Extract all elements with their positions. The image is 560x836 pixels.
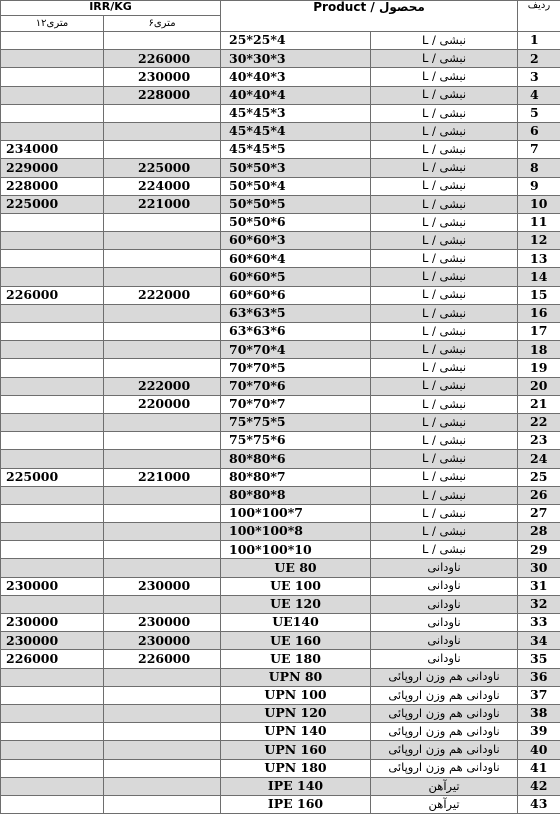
table-body [1,32,560,814]
product-spec-cell: 45*45*5 [221,141,371,159]
price-6m-cell: 222000 [104,286,221,304]
price-12m-cell: 230000 [1,632,104,650]
row-number-cell: 36 [518,668,560,686]
price-12m-cell [1,122,104,140]
table-row [1,104,560,122]
row-number-cell: 20 [518,377,560,395]
product-spec-cell: 100*100*8 [221,523,371,541]
row-number-cell: 38 [518,704,560,722]
product-spec-cell: 40*40*4 [221,86,371,104]
price-12m-cell [1,504,104,522]
product-name-cell: نبشی / L [371,450,518,468]
table-row [1,122,560,140]
table-row [1,195,560,213]
row-number-cell: 42 [518,777,560,795]
table-row [1,323,560,341]
price-6m-cell [104,304,221,322]
table-row [1,159,560,177]
product-name-cell: ناودانی [371,614,518,632]
product-spec-cell: 60*60*4 [221,250,371,268]
price-12m-cell [1,686,104,704]
product-spec-cell: UPN 140 [221,723,371,741]
product-spec-cell: IPE 160 [221,795,371,813]
product-name-cell: نبشی / L [371,468,518,486]
product-spec-cell: 63*63*6 [221,323,371,341]
price-6m-cell [104,122,221,140]
table-row [1,504,560,522]
price-12m-cell: 229000 [1,159,104,177]
product-name-cell: نبشی / L [371,250,518,268]
price-12m-cell [1,32,104,50]
product-spec-cell: IPE 140 [221,777,371,795]
price-6m-cell [104,432,221,450]
row-number-cell: 7 [518,141,560,159]
price-12m-cell: 234000 [1,141,104,159]
price-12m-cell [1,50,104,68]
product-name-cell: نبشی / L [371,323,518,341]
price-12m-cell: 230000 [1,577,104,595]
product-name-cell: نبشی / L [371,304,518,322]
price-12m-cell [1,541,104,559]
product-name-cell: نبشی / L [371,50,518,68]
table-row [1,577,560,595]
row-number-cell: 34 [518,632,560,650]
row-number-cell: 37 [518,686,560,704]
price-12m-cell [1,304,104,322]
product-name-cell: نبشی / L [371,432,518,450]
price-6m-cell [104,450,221,468]
price-6m-cell: 221000 [104,468,221,486]
table-row [1,286,560,304]
table-row [1,777,560,795]
product-name-cell: نبشی / L [371,523,518,541]
table-row [1,232,560,250]
product-name-cell: نبشی / L [371,104,518,122]
product-spec-cell: 70*70*7 [221,395,371,413]
price-6m-cell: 230000 [104,632,221,650]
row-number-cell: 4 [518,86,560,104]
product-spec-cell: UPN 160 [221,741,371,759]
table-row [1,468,560,486]
table-row [1,213,560,231]
price-12m-cell [1,432,104,450]
product-name-cell: نبشی / L [371,486,518,504]
table-row [1,395,560,413]
product-spec-cell: 75*75*5 [221,413,371,431]
table-row [1,141,560,159]
table-header [1,1,560,32]
product-name-cell: نبشی / L [371,213,518,231]
table-row [1,668,560,686]
price-12m-cell [1,668,104,686]
row-number-cell: 26 [518,486,560,504]
product-name-cell: ناودانی هم وزن اروپائی [371,723,518,741]
product-name-cell: ناودانی هم وزن اروپائی [371,741,518,759]
price-6m-cell [104,523,221,541]
product-spec-cell: UPN 120 [221,704,371,722]
price-12m-cell [1,559,104,577]
row-number-cell: 33 [518,614,560,632]
product-name-cell: نبشی / L [371,195,518,213]
price-12m-cell [1,741,104,759]
price-12m-cell [1,213,104,231]
product-spec-cell: 25*25*4 [221,32,371,50]
row-number-cell: 32 [518,595,560,613]
price-12m-cell [1,777,104,795]
table-row [1,541,560,559]
product-spec-cell: 30*30*3 [221,50,371,68]
product-spec-cell: 50*50*5 [221,195,371,213]
product-name-cell: ناودانی هم وزن اروپائی [371,668,518,686]
product-name-cell: نبشی / L [371,541,518,559]
table-row [1,614,560,632]
product-spec-cell: 45*45*3 [221,104,371,122]
row-number-cell: 6 [518,122,560,140]
price-6m-cell: 225000 [104,159,221,177]
product-name-cell: ناودانی [371,632,518,650]
row-number-cell: 11 [518,213,560,231]
price-6m-cell [104,213,221,231]
product-spec-cell: 75*75*6 [221,432,371,450]
price-12m-cell [1,359,104,377]
price-12m-cell [1,723,104,741]
table-row [1,68,560,86]
table-row [1,795,560,813]
price-6m-cell: 220000 [104,395,221,413]
row-number-cell: 43 [518,795,560,813]
row-number-cell: 25 [518,468,560,486]
product-name-cell: نبشی / L [371,286,518,304]
product-name-cell: نبشی / L [371,159,518,177]
price-6m-cell [104,341,221,359]
product-spec-cell: UPN 100 [221,686,371,704]
product-name-cell: ناودانی هم وزن اروپائی [371,759,518,777]
row-number-cell: 22 [518,413,560,431]
price-6m-cell [104,686,221,704]
product-name-cell: نبشی / L [371,86,518,104]
row-number-cell: 15 [518,286,560,304]
product-spec-cell: UE 160 [221,632,371,650]
row-number-cell: 18 [518,341,560,359]
price-12m-cell: 226000 [1,286,104,304]
product-spec-cell: UE 100 [221,577,371,595]
product-name-cell: نبشی / L [371,395,518,413]
price-12m-cell [1,795,104,813]
row-number-cell: 39 [518,723,560,741]
price-12m-cell [1,232,104,250]
price-12m-cell [1,323,104,341]
price-6m-cell [104,723,221,741]
table-row [1,432,560,450]
row-number-cell: 10 [518,195,560,213]
price-6m-cell [104,323,221,341]
price-12m-cell [1,595,104,613]
product-spec-cell: 40*40*3 [221,68,371,86]
price-6m-cell [104,32,221,50]
price-6m-cell [104,104,221,122]
price-6m-cell [104,232,221,250]
row-number-cell: 31 [518,577,560,595]
price-12m-cell [1,523,104,541]
product-spec-cell: 50*50*3 [221,159,371,177]
table-row [1,250,560,268]
product-spec-cell: 80*80*7 [221,468,371,486]
row-number-cell: 5 [518,104,560,122]
product-spec-cell: UPN 180 [221,759,371,777]
table-row [1,650,560,668]
product-spec-cell: UE 180 [221,650,371,668]
product-spec-cell: 70*70*4 [221,341,371,359]
product-spec-cell: UE 80 [221,559,371,577]
table-row [1,268,560,286]
product-name-cell: نبشی / L [371,122,518,140]
row-number-cell: 21 [518,395,560,413]
row-number-cell: 12 [518,232,560,250]
price-6m-cell: 224000 [104,177,221,195]
product-name-cell: ناودانی هم وزن اروپائی [371,704,518,722]
price-12m-cell: 225000 [1,468,104,486]
table-row [1,559,560,577]
product-name-cell: نبشی / L [371,177,518,195]
product-name-cell: نبشی / L [371,504,518,522]
row-number-header: ردیف [518,1,560,32]
price-12m-header: ۱۲متری [1,16,104,32]
price-12m-cell: 230000 [1,614,104,632]
product-spec-cell: 100*100*10 [221,541,371,559]
product-spec-cell: 70*70*5 [221,359,371,377]
row-number-cell: 24 [518,450,560,468]
table-row [1,86,560,104]
price-6m-cell [104,668,221,686]
row-number-cell: 27 [518,504,560,522]
product-spec-cell: 60*60*5 [221,268,371,286]
product-spec-cell: 60*60*3 [221,232,371,250]
table-row [1,377,560,395]
price-6m-cell: 230000 [104,577,221,595]
table-row [1,32,560,50]
price-6m-cell [104,795,221,813]
row-number-cell: 30 [518,559,560,577]
price-6m-cell: 230000 [104,68,221,86]
product-spec-cell: 60*60*6 [221,286,371,304]
row-number-cell: 2 [518,50,560,68]
price-6m-cell [104,268,221,286]
price-6m-cell [104,559,221,577]
price-12m-cell: 228000 [1,177,104,195]
product-header: Product / محصول [221,1,518,32]
product-spec-cell: UE 120 [221,595,371,613]
price-6m-cell [104,704,221,722]
price-6m-cell [104,541,221,559]
price-6m-cell [104,759,221,777]
product-name-cell: ناودانی [371,595,518,613]
price-6m-header: ۶متری [104,16,221,32]
row-number-cell: 40 [518,741,560,759]
price-6m-cell [104,595,221,613]
price-6m-cell: 222000 [104,377,221,395]
table-row [1,486,560,504]
row-number-cell: 17 [518,323,560,341]
price-6m-cell: 221000 [104,195,221,213]
row-number-cell: 13 [518,250,560,268]
row-number-cell: 14 [518,268,560,286]
price-12m-cell [1,759,104,777]
row-number-cell: 29 [518,541,560,559]
product-name-cell: ناودانی [371,559,518,577]
product-spec-cell: 80*80*6 [221,450,371,468]
product-name-cell: نبشی / L [371,359,518,377]
table-row [1,523,560,541]
row-number-cell: 1 [518,32,560,50]
price-6m-cell [104,359,221,377]
price-6m-cell [104,250,221,268]
table-row [1,686,560,704]
price-12m-cell [1,104,104,122]
table-row [1,359,560,377]
product-name-cell: ناودانی [371,577,518,595]
price-12m-cell [1,268,104,286]
product-spec-cell: 50*50*4 [221,177,371,195]
product-name-cell: نبشی / L [371,268,518,286]
product-name-cell: نبشی / L [371,68,518,86]
product-name-cell: نبشی / L [371,232,518,250]
price-12m-cell [1,377,104,395]
price-12m-cell [1,68,104,86]
price-6m-cell: 226000 [104,50,221,68]
row-number-cell: 8 [518,159,560,177]
price-6m-cell [104,504,221,522]
product-spec-cell: 50*50*6 [221,213,371,231]
product-name-cell: تیرآهن [371,795,518,813]
price-12m-cell [1,86,104,104]
row-number-cell: 19 [518,359,560,377]
row-number-cell: 41 [518,759,560,777]
product-name-cell: ناودانی هم وزن اروپائی [371,686,518,704]
product-name-cell: نبشی / L [371,413,518,431]
table-row [1,450,560,468]
table-row [1,595,560,613]
product-name-cell: نبشی / L [371,341,518,359]
row-number-cell: 28 [518,523,560,541]
price-12m-cell: 226000 [1,650,104,668]
product-spec-cell: 70*70*6 [221,377,371,395]
table-row [1,341,560,359]
table-row [1,177,560,195]
row-number-cell: 23 [518,432,560,450]
price-12m-cell: 225000 [1,195,104,213]
product-name-cell: ناودانی [371,650,518,668]
product-spec-cell: 63*63*5 [221,304,371,322]
product-spec-cell: UPN 80 [221,668,371,686]
table-row [1,741,560,759]
product-spec-cell: 100*100*7 [221,504,371,522]
price-12m-cell [1,250,104,268]
table-row [1,704,560,722]
product-name-cell: تیرآهن [371,777,518,795]
price-6m-cell [104,486,221,504]
price-6m-cell: 228000 [104,86,221,104]
table-row [1,632,560,650]
price-12m-cell [1,704,104,722]
price-6m-cell: 226000 [104,650,221,668]
product-spec-cell: 45*45*4 [221,122,371,140]
row-number-cell: 9 [518,177,560,195]
currency-unit-header: IRR/KG [1,1,221,16]
product-name-cell: نبشی / L [371,141,518,159]
table-row [1,759,560,777]
price-12m-cell [1,341,104,359]
price-6m-cell [104,741,221,759]
price-6m-cell [104,777,221,795]
product-name-cell: نبشی / L [371,377,518,395]
table-row [1,413,560,431]
price-12m-cell [1,450,104,468]
price-12m-cell [1,395,104,413]
price-6m-cell: 230000 [104,614,221,632]
price-6m-cell [104,413,221,431]
product-spec-cell: 80*80*8 [221,486,371,504]
price-6m-cell [104,141,221,159]
price-12m-cell [1,413,104,431]
product-spec-cell: UE140 [221,614,371,632]
row-number-cell: 16 [518,304,560,322]
row-number-cell: 35 [518,650,560,668]
table-row [1,723,560,741]
price-12m-cell [1,486,104,504]
table-row [1,304,560,322]
table-row [1,50,560,68]
row-number-cell: 3 [518,68,560,86]
product-name-cell: نبشی / L [371,32,518,50]
